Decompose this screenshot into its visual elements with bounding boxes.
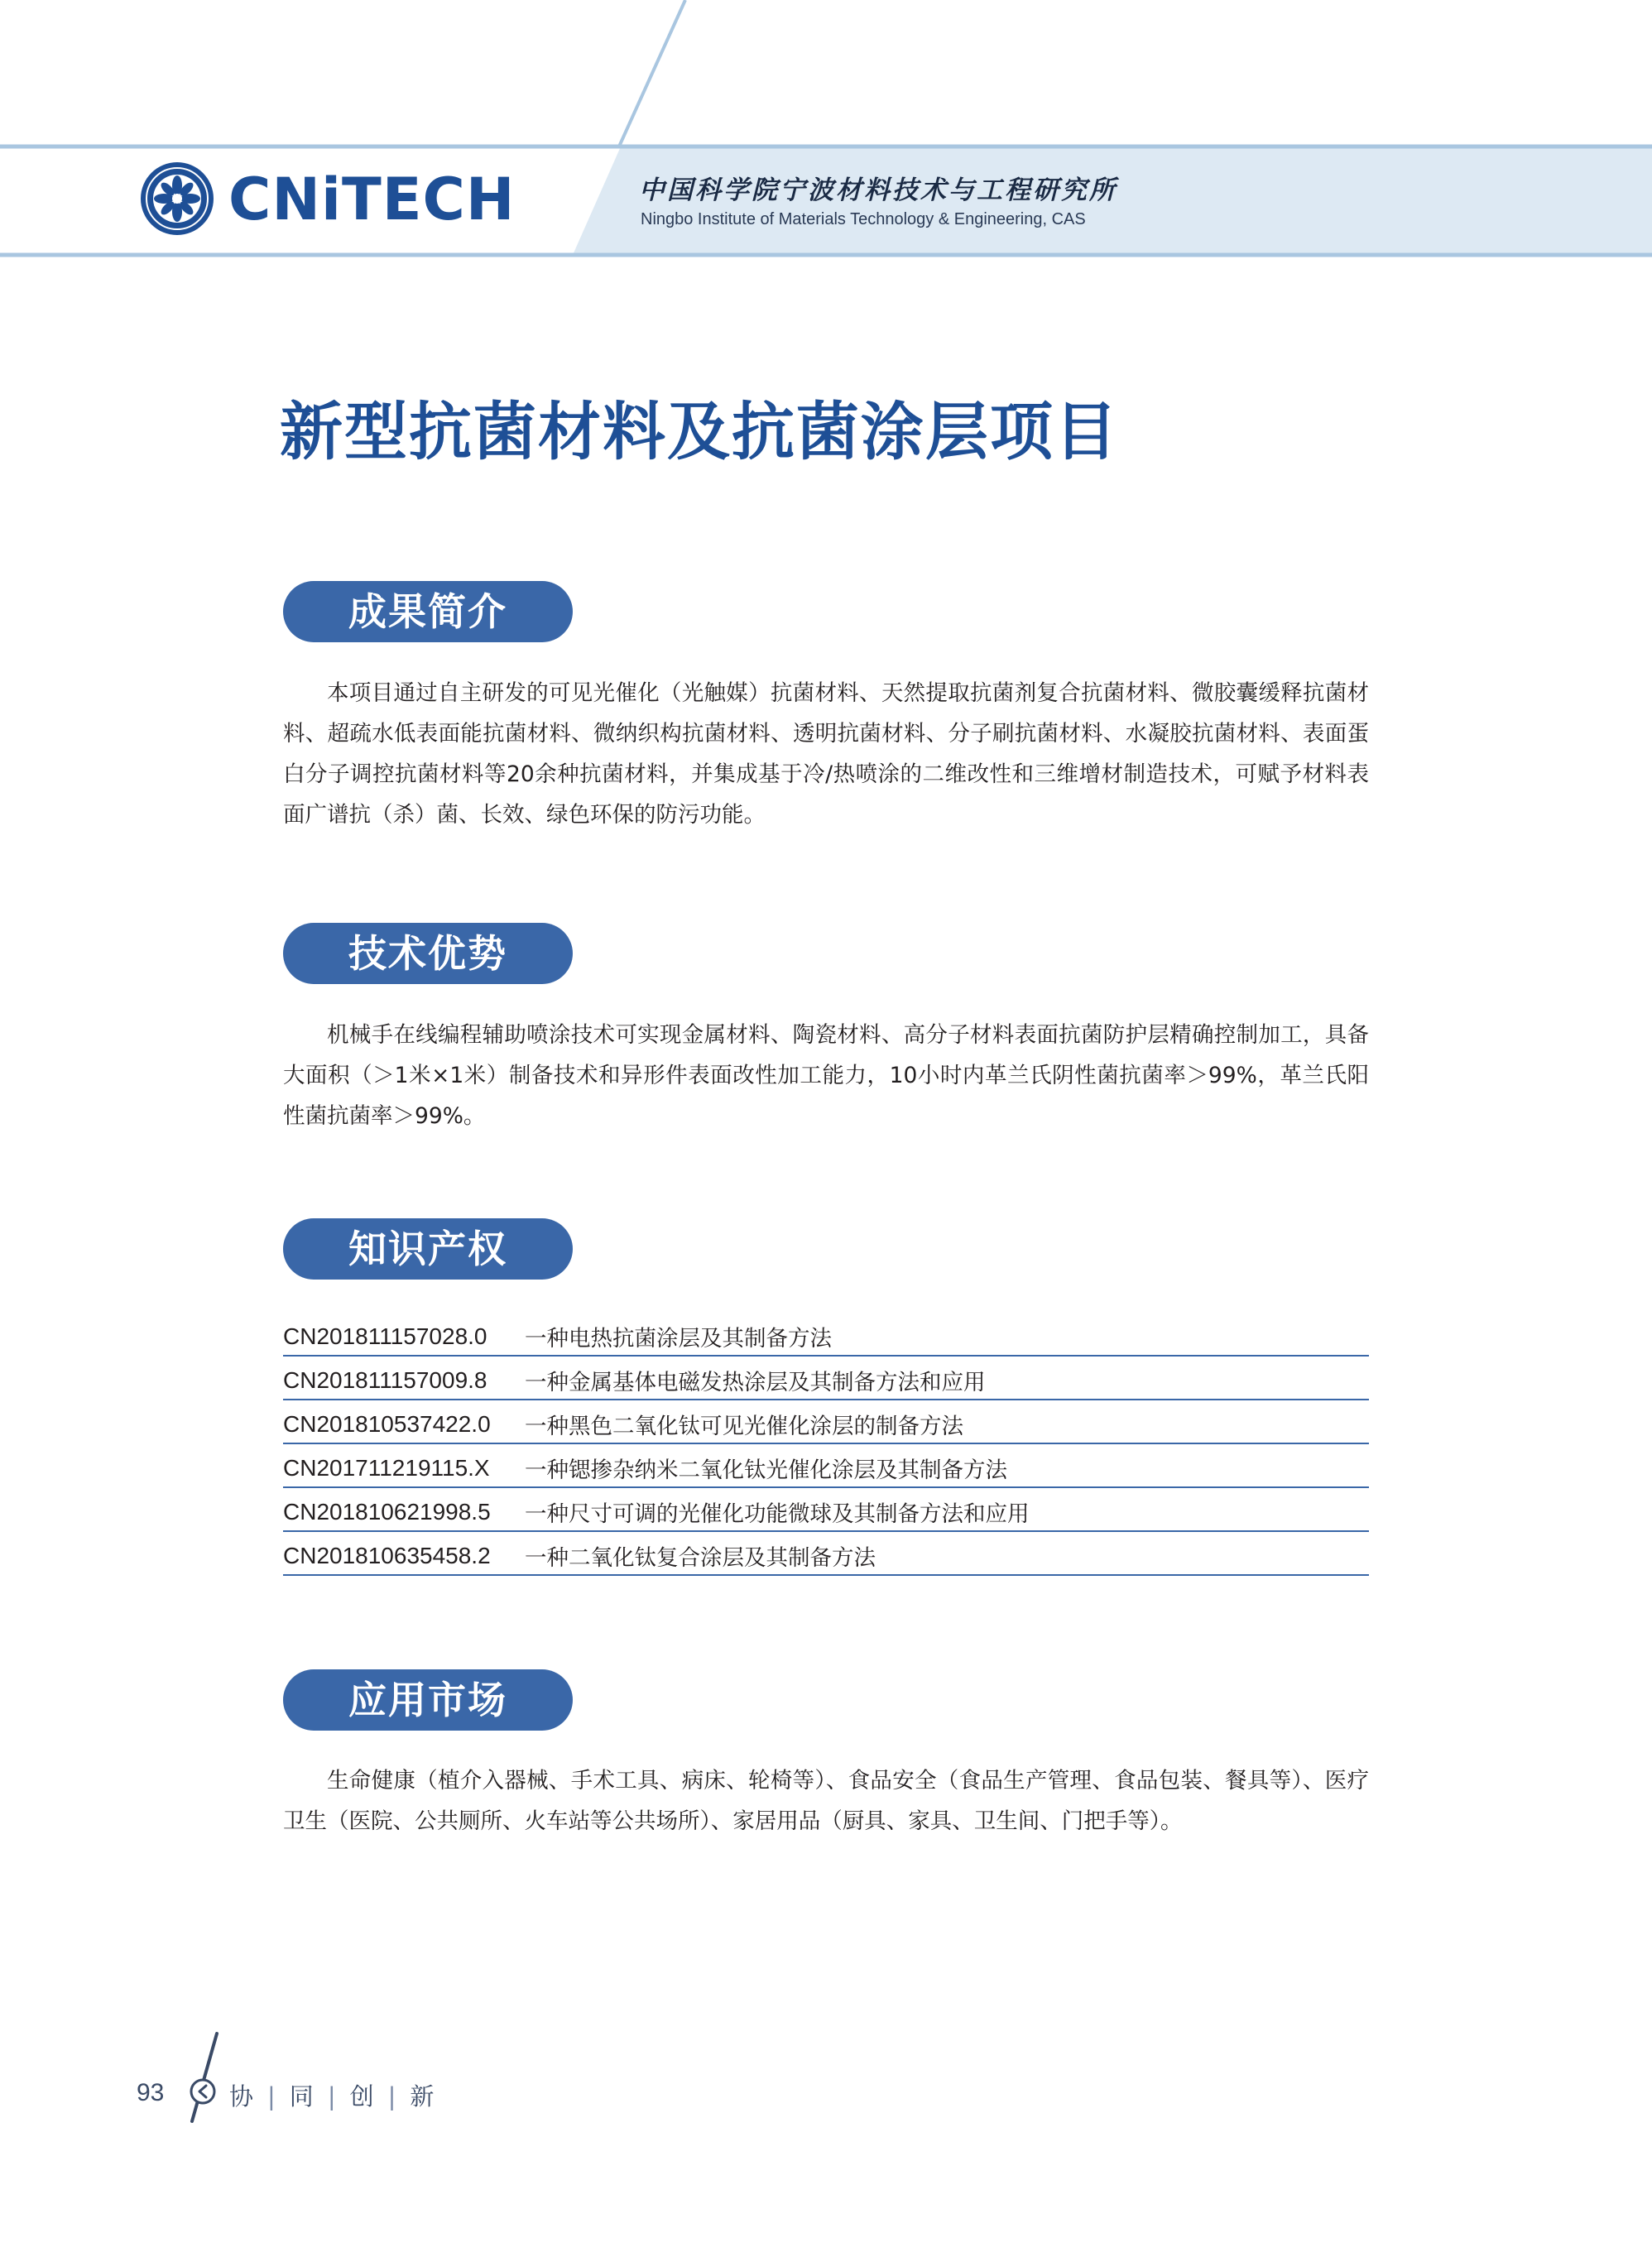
patent-number: CN201810621998.5: [283, 1498, 491, 1525]
footer-arrow-icon: [174, 2032, 232, 2123]
patent-row: [283, 1444, 1369, 1488]
institute-name-cn: 中国科学院宁波材料技术与工程研究所: [639, 175, 1117, 205]
patent-number: CN201810635458.2: [283, 1542, 491, 1568]
patent-title: 一种黑色二氧化钛可见光催化涂层的制备方法: [525, 1414, 963, 1439]
patent-title: 一种二氧化钛复合涂层及其制备方法: [525, 1545, 876, 1571]
patent-title: 一种金属基体电磁发热涂层及其制备方法和应用: [525, 1370, 986, 1395]
page-footer: [137, 2032, 484, 2123]
patent-row: [283, 1488, 1369, 1532]
intro-paragraph: 本项目通过自主研发的可见光催化（光触媒）抗菌材料、天然提取抗菌剂复合抗菌材料、微胶囊缓释抗菌材料、超疏水低表面能抗菌材料、微纳织构抗菌材料、透明抗菌材料、分子刷抗菌材料、水凝胶抗菌材料、表面蛋白分子调控抗菌材料等20余种抗菌材料，并集成基于冷/热喷涂的二维改性和三维增材制造技术，可赋予材料表面广谱抗（杀）菌、长效、绿色环保的防污功能。: [283, 680, 1369, 828]
patent-number: CN201811157028.0: [283, 1323, 487, 1349]
header-band: [0, 0, 1652, 265]
patent-number: CN201811157009.8: [283, 1366, 487, 1393]
patent-number: CN201810537422.0: [283, 1410, 491, 1437]
patent-row: [283, 1532, 1369, 1576]
cas-seal-icon: [139, 161, 215, 237]
motto-char: 协: [229, 2082, 257, 2111]
patent-title: 一种电热抗菌涂层及其制备方法: [525, 1326, 832, 1352]
patent-list: [283, 1313, 1369, 1576]
motto-char: 创: [349, 2082, 377, 2111]
patent-title: 一种尺寸可调的光催化功能微球及其制备方法和应用: [525, 1501, 1030, 1527]
motto-char: 同: [289, 2082, 316, 2111]
page-title: 新型抗菌材料及抗菌涂层项目: [280, 395, 1119, 468]
patent-row: [283, 1313, 1369, 1357]
footer-motto: 协 | 同 | 创 | 新: [229, 2082, 437, 2111]
market-paragraph: 生命健康（植介入器械、手术工具、病床、轮椅等）、食品安全（食品生产管理、食品包装、餐具等）、医疗卫生（医院、公共厕所、火车站等公共场所）、家居用品（厨具、家具、卫生间、门把手等）。: [283, 1768, 1369, 1834]
patent-row: [283, 1400, 1369, 1444]
motto-char: 新: [410, 2082, 437, 2111]
page-number: 93: [137, 2079, 165, 2106]
patent-title: 一种锶掺杂纳米二氧化钛光催化涂层及其制备方法: [525, 1457, 1007, 1483]
logo-wordmark: CNiTECH: [228, 166, 516, 233]
section-heading-intro: 成果简介: [283, 581, 573, 642]
institute-name-en: Ningbo Institute of Materials Technology & Engineering, CAS: [641, 210, 1086, 228]
advantage-paragraph: 机械手在线编程辅助喷涂技术可实现金属材料、陶瓷材料、高分子材料表面抗菌防护层精确控制加工，具备大面积（＞1米×1米）制备技术和异形件表面改性加工能力，10小时内革兰氏阴性菌抗菌率＞99%，革兰氏阳性菌抗菌率＞99%。: [283, 1022, 1369, 1129]
section-heading-advantage: 技术优势: [283, 923, 573, 984]
patent-row: [283, 1357, 1369, 1400]
patent-number: CN201711219115.X: [283, 1454, 490, 1481]
cnitech-logo: [139, 161, 516, 243]
section-heading-market: 应用市场: [283, 1669, 573, 1731]
section-heading-ip: 知识产权: [283, 1218, 573, 1280]
